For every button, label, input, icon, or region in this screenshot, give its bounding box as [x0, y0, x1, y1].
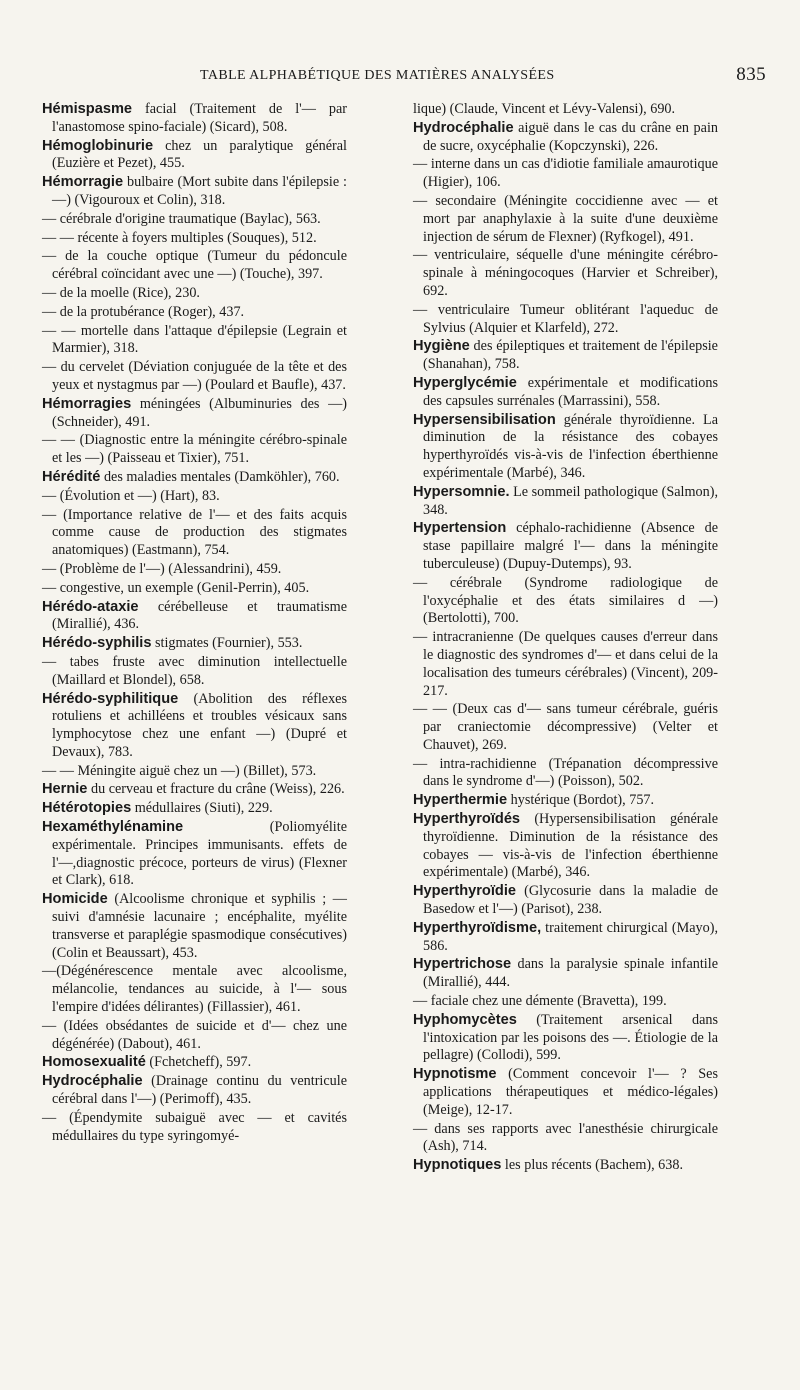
index-entry	[413, 701, 718, 754]
index-column-left	[42, 101, 347, 1146]
index-entry	[413, 756, 718, 792]
index-entry	[413, 792, 718, 810]
entry-headword: Hypersensibilisation	[413, 411, 556, 428]
entry-text: — (Idées obsédantes de suicide et d'— chez une dégénérée) (Dabout), 461.	[42, 1017, 347, 1052]
index-entry	[42, 101, 347, 137]
entry-text: — — (Deux cas d'— sans tumeur cérébrale, guéris par craniectomie décompressive) (Velter et Chauvet), 269.	[413, 701, 718, 753]
entry-headword: Hyperthyroïdés	[413, 811, 521, 828]
entry-text: des maladies mentales (Damköhler), 760.	[100, 468, 340, 485]
entry-text: — — mortelle dans l'attaque d'épilepsie (Legrain et Marmier), 318.	[42, 322, 347, 357]
entry-text: — tabes fruste avec diminution intellectuelle (Maillard et Blondel), 658.	[42, 653, 347, 688]
index-entry	[42, 396, 347, 432]
entry-headword: Hypertension	[413, 520, 507, 537]
entry-text: aiguë dans le cas du crâne en pain de sucre, oxycéphalie (Kopczynski), 226.	[423, 119, 718, 154]
index-entry	[413, 302, 718, 338]
entry-headword: Homosexualité	[42, 1054, 146, 1071]
entry-text: — de la moelle (Rice), 230.	[42, 284, 200, 301]
entry-text: (Drainage continu du ventricule cérébral dans l'—) (Perimoff), 435.	[52, 1073, 347, 1108]
index-entry	[42, 963, 347, 1016]
entry-text: traitement chirurgical (Mayo), 586.	[423, 919, 718, 954]
index-entry	[42, 304, 347, 322]
entry-headword: Hyperthermie	[413, 792, 508, 809]
index-entry	[42, 763, 347, 781]
entry-headword: Hémorragies	[42, 395, 132, 412]
index-entry	[42, 1073, 347, 1109]
index-entry	[413, 520, 718, 573]
index-entry	[42, 1054, 347, 1072]
entry-text: — — récente à foyers multiples (Souques), 512.	[42, 229, 317, 246]
entry-headword: Hérédo-syphilitique	[42, 690, 179, 707]
index-entry	[413, 629, 718, 700]
index-entry	[42, 285, 347, 303]
index-column-right	[413, 101, 718, 1176]
index-entry	[413, 193, 718, 246]
entry-text: (Traitement arsenical dans l'intoxication par les poisons des —. Étiologie de la pellagre) (Collodi), 599.	[423, 1011, 718, 1064]
entry-text: les plus récents (Bachem), 638.	[501, 1157, 683, 1174]
entry-text: du cerveau et fracture du crâne (Weiss), 226.	[87, 781, 345, 798]
index-entry	[413, 484, 718, 520]
index-entry	[413, 920, 718, 956]
index-entry	[42, 800, 347, 818]
entry-text: (Poliomyélite expérimentale. Principes immunisants. effets de l'—,diagnostic précoce, porteurs de virus) (Flexner et Clark), 618.	[52, 819, 347, 889]
index-entry	[42, 1110, 347, 1146]
index-entry	[42, 1018, 347, 1054]
entry-text: — faciale chez une démente (Bravetta), 199.	[413, 993, 667, 1010]
entry-text: (Glycosurie dans la maladie de Basedow et l'—) (Parisot), 238.	[423, 883, 718, 918]
index-entry	[42, 580, 347, 598]
entry-headword: Hypnotisme	[413, 1066, 497, 1083]
index-entry	[42, 323, 347, 359]
entry-text: cérébelleuse et traumatisme (Mirallié), 436.	[52, 598, 347, 633]
entry-text: bulbaire (Mort subite dans l'épilepsie : —) (Vigouroux et Colin), 318.	[52, 174, 347, 208]
entry-text: expérimentale et modifications des capsules surrénales (Marrassini), 558.	[423, 374, 718, 409]
entry-text: chez un paralytique général (Euzière et Pezet), 455.	[52, 137, 347, 172]
entry-headword: Hygiène	[413, 338, 470, 355]
index-entry	[42, 561, 347, 579]
entry-headword: Hérédo-syphilis	[42, 635, 152, 652]
index-entry	[42, 654, 347, 690]
index-entry	[42, 599, 347, 635]
entry-headword: Hémoglobinurie	[42, 137, 154, 154]
entry-text: — intracranienne (De quelques causes d'erreur dans le diagnostic des syndromes d'— et dans celui de la localisation des tumeurs cérébrales) (Vincent), 209-217.	[413, 629, 718, 699]
entry-headword: Hydrocéphalie	[413, 119, 514, 136]
entry-text: — de la protubérance (Roger), 437.	[42, 303, 245, 320]
entry-text: (Fchetcheff), 597.	[145, 1054, 252, 1071]
entry-headword: Hérédo-ataxie	[42, 598, 139, 615]
entry-text: — — Méningite aiguë chez un —) (Billet), 573.	[42, 762, 317, 779]
entry-headword: Hémorragie	[42, 174, 124, 191]
entry-headword: Hexaméthylénamine	[42, 819, 184, 836]
index-entry	[42, 248, 347, 284]
running-title: TABLE ALPHABÉTIQUE DES MATIÈRES ANALYSÉES	[200, 68, 555, 83]
entry-text: —(Dégénérescence mentale avec alcoolisme, mélancolie, tendances au suicide, à l'— sous l'empire d'idées délirantes) (Fillassier), 461.	[42, 963, 347, 1016]
page-number: 835	[736, 64, 766, 85]
index-entry	[42, 359, 347, 395]
entry-text: générale thyroïdienne. La diminution de la résistance des cobayes hyperthyroïdés vis-à-vis de l'infection éberthienne expérimentale (Marbé), 346.	[423, 411, 718, 481]
index-entry	[413, 575, 718, 628]
entry-headword: Homicide	[42, 891, 108, 908]
entry-text: céphalo-rachidienne (Absence de stase papillaire malgré l'— dans la méningite tuberculeuse) (Dupuy-Dutemps), 93.	[423, 520, 718, 572]
entry-text: — ventriculaire, séquelle d'une méningite cérébro-spinale à méningocoques (Harvier et Schreiber), 692.	[413, 247, 718, 299]
index-entry	[413, 1066, 718, 1119]
index-entry	[42, 138, 347, 174]
entry-text: lique) (Claude, Vincent et Lévy-Valensi), 690.	[413, 101, 676, 117]
page-header	[100, 64, 780, 90]
entry-text: stigmates (Fournier), 553.	[151, 635, 303, 652]
entry-text: (Abolition des réflexes rotuliens et achilléens et troubles vésicaux sans lymphocytose chez une enfant —) (Dupré et Devaux), 783.	[52, 690, 347, 760]
entry-text: facial (Traitement de l'— par l'anastomose spino-faciale) (Sicard), 508.	[52, 101, 347, 135]
entry-text: — (Évolution et —) (Hart), 83.	[42, 487, 220, 504]
index-entry	[413, 101, 718, 119]
index-entry	[42, 781, 347, 799]
entry-headword: Hydrocéphalie	[42, 1073, 143, 1090]
index-entry	[413, 338, 718, 374]
index-entry	[413, 247, 718, 300]
entry-text: — congestive, un exemple (Genil-Perrin), 405.	[42, 579, 310, 596]
index-entry	[42, 488, 347, 506]
index-entry	[42, 469, 347, 487]
entry-text: des épileptiques et traitement de l'épilepsie (Shanahan), 758.	[423, 338, 718, 373]
entry-headword: Hyphomycètes	[413, 1011, 517, 1028]
index-entry	[42, 635, 347, 653]
entry-text: — de la couche optique (Tumeur du pédoncule cérébral coïncidant avec une —) (Touche), 397.	[42, 248, 347, 283]
entry-text: — cérébrale (Syndrome radiologique de l'oxycéphalie et des états similaires d —) (Bertolotti), 700.	[413, 574, 718, 627]
entry-text: — (Épendymite subaiguë avec — et cavités médullaires du type syringomyé-	[42, 1109, 347, 1144]
entry-text: méningées (Albuminuries des —) (Schneider), 491.	[52, 395, 347, 430]
index-entry	[42, 507, 347, 560]
entry-text: — (Problème de l'—) (Alessandrini), 459.	[42, 560, 282, 577]
index-entry	[413, 993, 718, 1011]
index-entry	[413, 375, 718, 411]
index-entry	[413, 1157, 718, 1175]
entry-text: (Comment concevoir l'— ? Ses applications thérapeutiques et médico-légales) (Meige), 12-17.	[423, 1066, 718, 1118]
entry-headword: Hypertrichose	[413, 956, 512, 973]
index-entry	[42, 432, 347, 468]
entry-headword: Hyperthyroïdie	[413, 883, 516, 900]
index-entry	[413, 811, 718, 882]
index-entry	[42, 211, 347, 229]
index-entry	[413, 120, 718, 156]
entry-text: — dans ses rapports avec l'anesthésie chirurgicale (Ash), 714.	[413, 1120, 718, 1155]
entry-text: dans la paralysie spinale infantile (Mirallié), 444.	[423, 956, 718, 991]
entry-headword: Hypnotiques	[413, 1157, 502, 1174]
entry-headword: Hyperthyroïdisme,	[413, 919, 542, 936]
index-entry	[413, 883, 718, 919]
index-entry	[42, 174, 347, 210]
entry-headword: Hernie	[42, 781, 88, 798]
entry-text: — cérébrale d'origine traumatique (Baylac), 563.	[42, 210, 321, 227]
entry-text: (Hypersensibilisation générale thyroïdienne. Diminution de la résistance des cobayes — vis-à-vis de l'infection éberthienne expérimentale) (Marbé), 346.	[423, 811, 718, 881]
index-entry	[42, 691, 347, 762]
entry-text: — — (Diagnostic entre la méningite cérébro-spinale et les —) (Paisseau et Tixier), 751.	[42, 432, 347, 467]
entry-text: — (Importance relative de l'— et des faits acquis comme cause de production des stigmates anatomiques) (Eastmann), 754.	[42, 506, 347, 559]
entry-text: — intra-rachidienne (Trépanation décompressive dans le syndrome d'—) (Poisson), 502.	[413, 755, 718, 790]
index-entry	[413, 412, 718, 483]
index-entry	[413, 1012, 718, 1065]
entry-text: (Alcoolisme chronique et syphilis ; — suivi d'amnésie lacunaire ; encéphalite, myélite transverse et paraplégie spasmodique consécutives) (Colin et Beaussart), 453.	[52, 891, 347, 961]
index-entry	[42, 230, 347, 248]
index-entry	[413, 956, 718, 992]
index-entry	[42, 819, 347, 890]
entry-text: Le sommeil pathologique (Salmon), 348.	[423, 483, 718, 518]
entry-headword: Hérédité	[42, 468, 101, 485]
entry-headword: Hémispasme	[42, 101, 133, 117]
entry-headword: Hypersomnie.	[413, 483, 510, 500]
index-entry	[413, 156, 718, 192]
entry-text: — interne dans un cas d'idiotie familiale amaurotique (Higier), 106.	[413, 156, 718, 191]
entry-text: — du cervelet (Déviation conjuguée de la tête et des yeux et nystagmus par —) (Poulard et Baufle), 437.	[42, 359, 347, 393]
index-entry	[42, 891, 347, 962]
entry-text: — ventriculaire Tumeur oblitérant l'aqueduc de Sylvius (Alquier et Klarfeld), 272.	[413, 301, 718, 336]
entry-headword: Hétérotopies	[42, 800, 132, 817]
entry-text: hystérique (Bordot), 757.	[507, 792, 655, 809]
index-entry	[413, 1121, 718, 1157]
entry-headword: Hyperglycémie	[413, 374, 517, 391]
entry-text: — secondaire (Méningite coccidienne avec — et mort par anaphylaxie à la suite d'une deuxième injection de sérum de Flexner) (Ryfkogel), 491.	[413, 192, 718, 245]
entry-text: médullaires (Siuti), 229.	[131, 800, 273, 817]
